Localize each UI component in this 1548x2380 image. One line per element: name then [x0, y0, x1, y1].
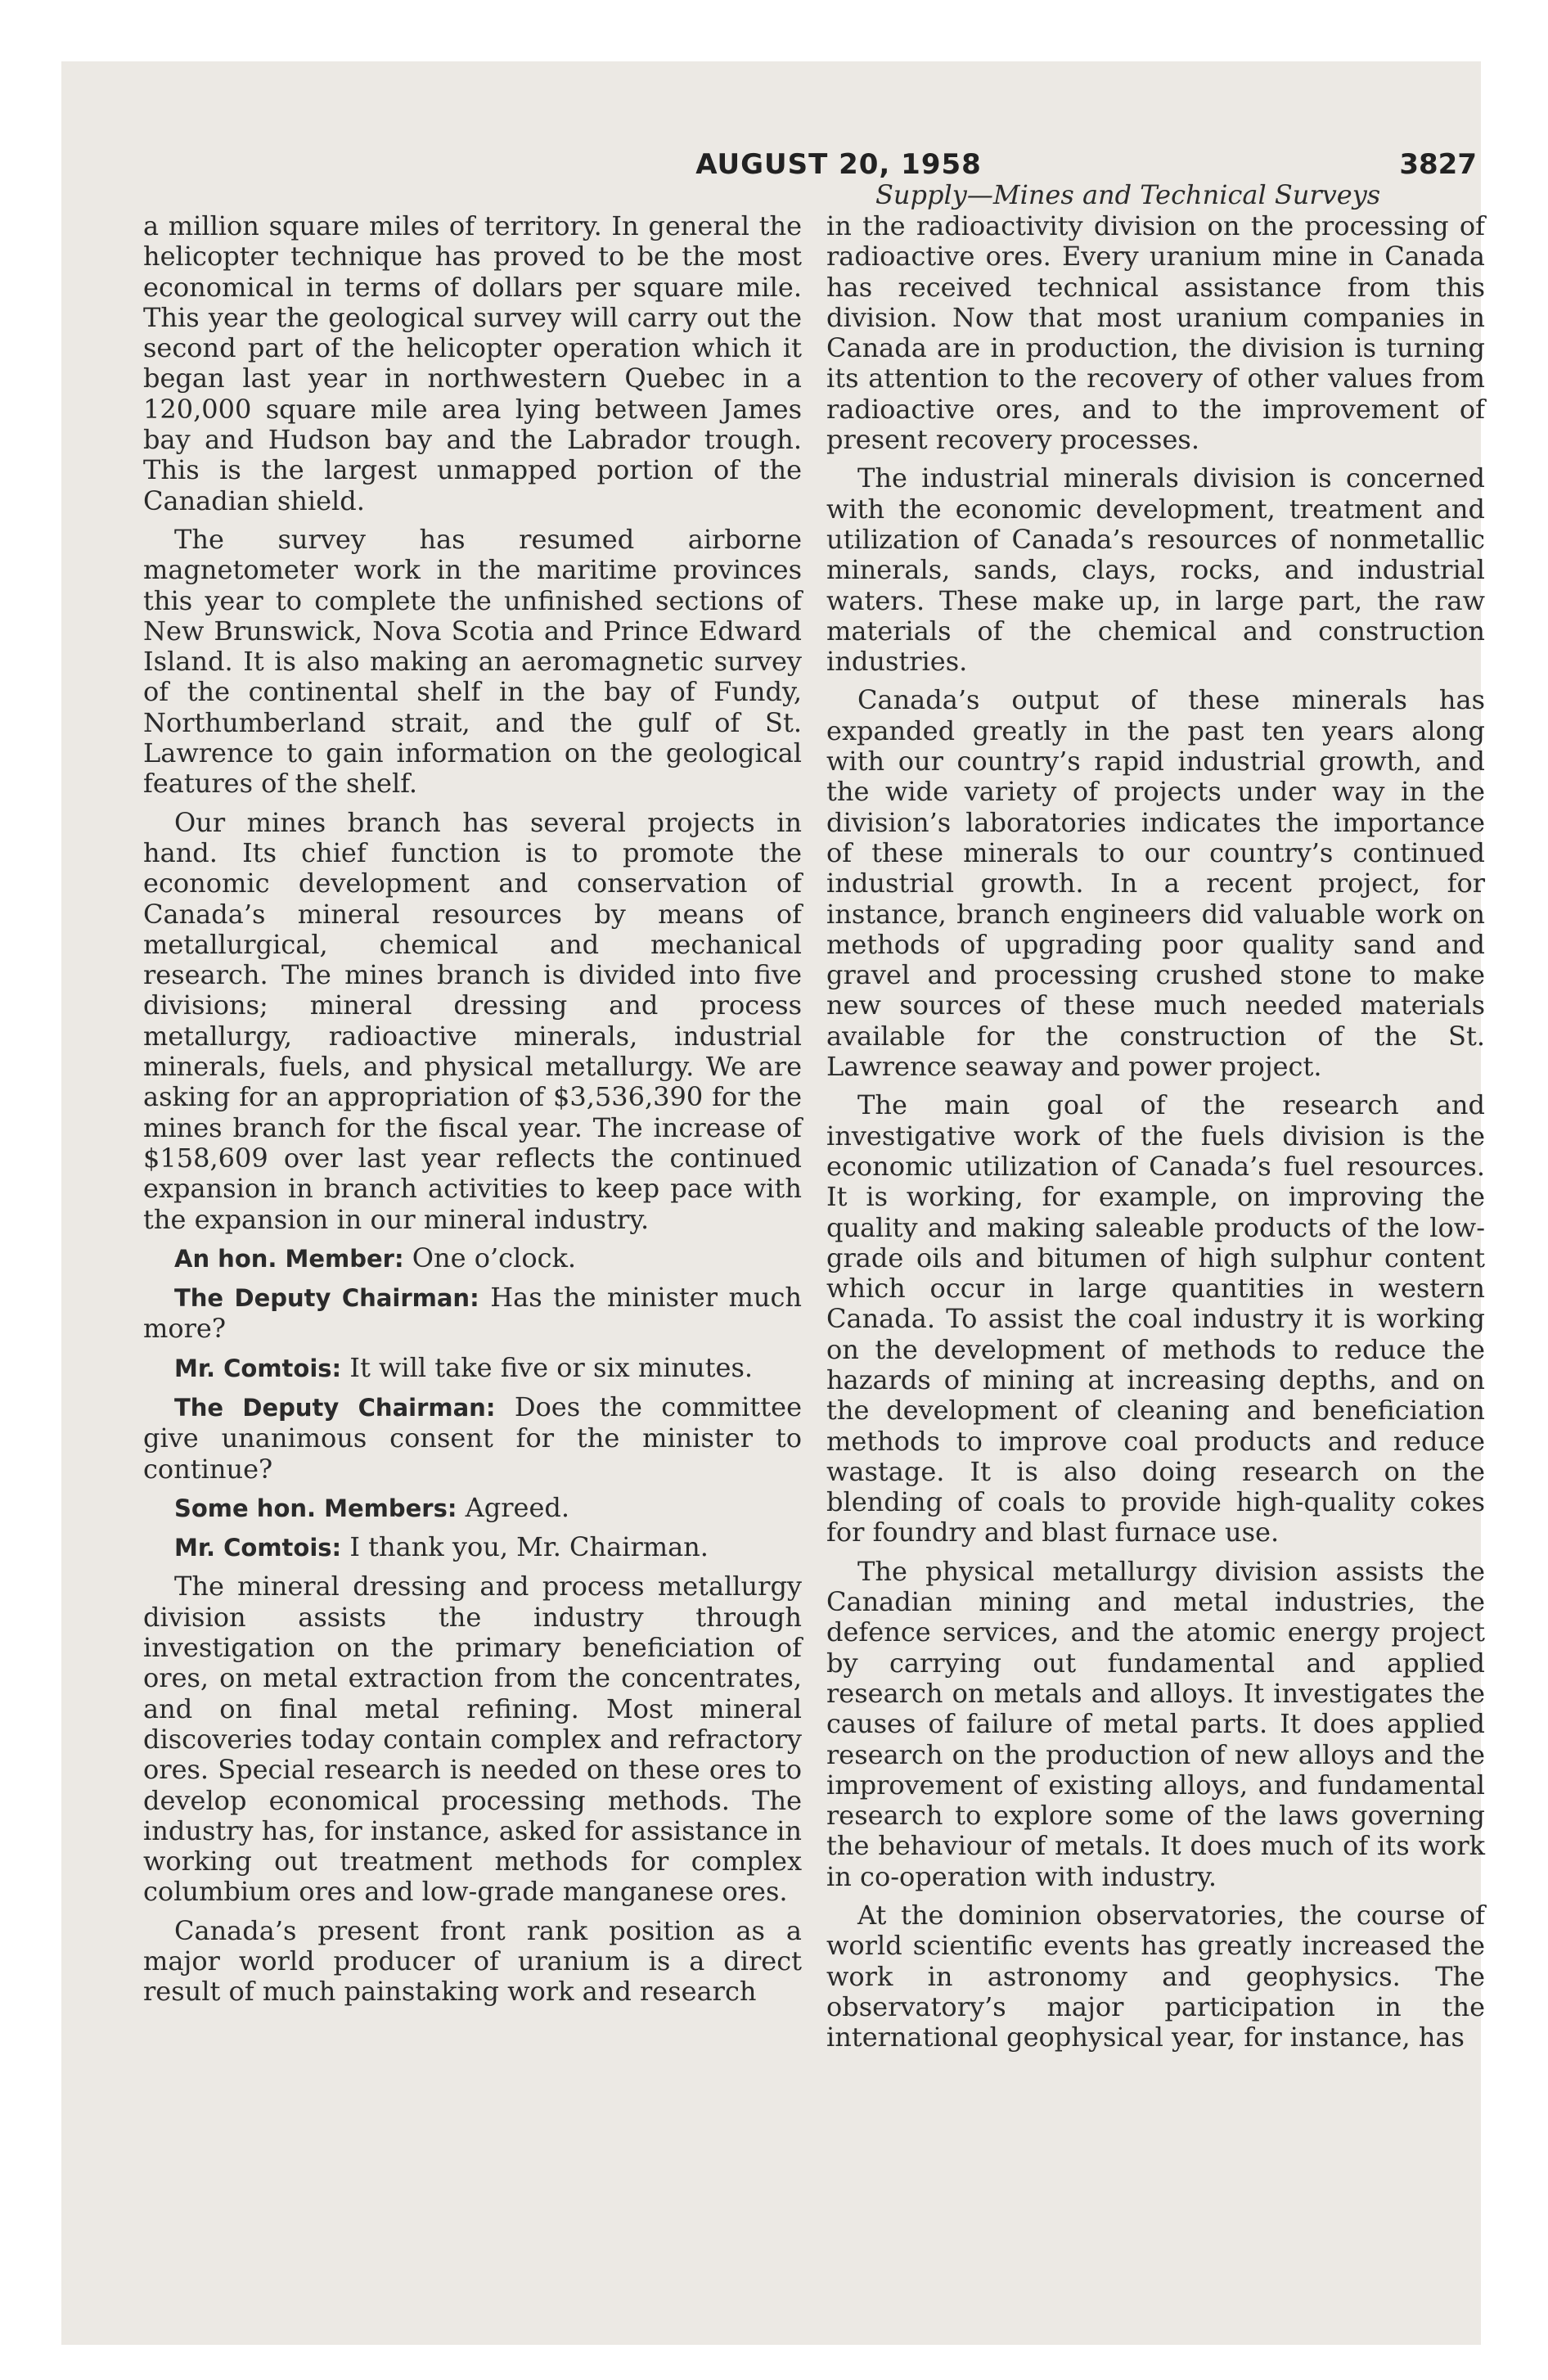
paragraph: [143, 1243, 802, 1274]
paragraph: [143, 1353, 802, 1384]
paragraph-text: Our mines branch has several projects in hand. Its chief function is to promote the economic development and conservation of Canada’s mineral resources by means of metallurgical, chemical and mechanical research. The mines branch is divided into five divisions; mineral dressing and process metallurgy, radioactive minerals, industrial minerals, fuels, and physical metallurgy. We are asking for an appropriation of $3,536,390 for the mines branch for the fiscal year. The increase of $158,609 over last year reflects the continued expansion in branch activities to keep pace with the expansion in our mineral industry.: [143, 806, 802, 1235]
paragraph: [143, 1916, 802, 2008]
paragraph: [826, 463, 1485, 677]
speaker-name: An hon. Member:: [174, 1244, 404, 1273]
right-column: [826, 211, 1485, 2062]
paragraph: [826, 685, 1485, 1082]
header-date: AUGUST 20, 1958: [695, 148, 982, 181]
paragraph-text: One o’clock.: [412, 1242, 577, 1273]
speaker-name: The Deputy Chairman:: [174, 1393, 496, 1422]
scanned-page: [61, 61, 1485, 2345]
paragraph: [826, 1557, 1485, 1892]
paragraph: [143, 1392, 802, 1485]
paragraph: [826, 211, 1485, 455]
paragraph-text: The industrial minerals division is concerned with the economic development, treatment and utilization of Canada’s resources of nonmetallic minerals, sands, clays, rocks, and industrial waters. These make up, in large part, the raw materials of the chemical and construction industries.: [826, 462, 1485, 678]
paragraph-text: The survey has resumed airborne magnetometer work in the maritime provinces this year to complete the unfinished sections of New Brunswick, Nova Scotia and Prince Edward Island. It is also making an aeromagnetic survey of the continental shelf in the bay of Fundy, Northumberland strait, and the gulf of St. Lawrence to gain information on the geological features of the shelf.: [143, 523, 802, 800]
paragraph: [143, 808, 802, 1235]
paragraph-text: a million square miles of territory. In general the helicopter technique has proved to be the most economical in terms of dollars per square mile. This year the geological survey will carry out the second part of the helicopter operation which it began last year in northwestern Quebec in a 120,000 square mile area lying between James bay and Hudson bay and the Labrador trough. This is the largest unmapped portion of the Canadian shield.: [143, 210, 802, 516]
paragraph: [143, 211, 802, 516]
paragraph-text: At the dominion observatories, the course of world scientific events has greatly increased the work in astronomy and geophysics. The observatory’s major participation in the international geophysical year, for instance, has: [826, 1900, 1485, 2053]
speaker-name: Mr. Comtois:: [174, 1534, 342, 1562]
paragraph: [143, 1282, 802, 1345]
paragraph-text: The mineral dressing and process metallurgy division assists the industry through investigation on the primary beneficiation of ores, on metal extraction from the concentrates, and on final metal refining. Most mineral discoveries today contain complex and refractory ores. Special research is needed on these ores to develop economical processing methods. The industry has, for instance, asked for assistance in working out treatment methods for complex columbium ores and low-grade manganese ores.: [143, 1571, 802, 1908]
paragraph-text: Does the committee give unanimous consent for the minister to continue?: [143, 1391, 803, 1485]
paragraph: [143, 1493, 802, 1524]
left-column: [143, 211, 802, 2016]
page-number: 3827: [1399, 148, 1477, 181]
speaker-name: The Deputy Chairman:: [174, 1284, 479, 1313]
speaker-name: Mr. Comtois:: [174, 1354, 342, 1382]
speaker-name: Some hon. Members:: [174, 1494, 457, 1522]
paragraph: [143, 525, 802, 800]
paragraph-text: It will take five or six minutes.: [349, 1351, 754, 1383]
running-subject: Supply—Mines and Technical Surveys: [875, 179, 1381, 210]
paragraph-text: in the radioactivity division on the processing of radioactive ores. Every uranium mine in Canada has received technical assistance from this division. Now that most uranium companies in Canada are in production, the division is turning its attention to the recovery of other values from radioactive ores, and to the improvement of present recovery processes.: [826, 210, 1485, 456]
paragraph-text: Agreed.: [465, 1491, 570, 1523]
paragraph-text: The physical metallurgy division assists the Canadian mining and metal industries, the defence services, and the atomic energy project by carrying out fundamental and applied research on metals and alloys. It investigates the causes of failure of metal parts. It does applied research on the production of new alloys and the improvement of existing alloys, and fundamental research to explore some of the laws governing the behaviour of metals. It does much of its work in co-operation with industry.: [826, 1555, 1485, 1892]
paragraph: [826, 1900, 1485, 2053]
paragraph: [143, 1532, 802, 1563]
paragraph-text: Canada’s present front rank position as a major world producer of uranium is a direct result of much painstaking work and research: [143, 1914, 802, 2008]
paragraph-text: I thank you, Mr. Chairman.: [349, 1531, 709, 1563]
paragraph-text: Has the minister much more?: [143, 1282, 802, 1345]
paragraph: [826, 1090, 1485, 1548]
paragraph: [143, 1571, 802, 1907]
paragraph-text: Canada’s output of these minerals has expanded greatly in the past ten years along with our country’s rapid industrial growth, and the wide variety of projects under way in the division’s laboratories indicates the importance of these minerals to our country’s continued industrial growth. In a recent project, for instance, branch engineers did valuable work on methods of upgrading poor quality sand and gravel and processing crushed stone to make new sources of these much needed materials available for the construction of the St. Lawrence seaway and power project.: [826, 684, 1485, 1083]
paragraph-text: The main goal of the research and investigative work of the fuels division is the economic utilization of Canada’s fuel resources. It is working, for example, on improving the quality and making saleable products of the low-grade oils and bitumen of high sulphur content which occur in large quantities in western Canada. To assist the coal industry it is working on the development of methods to reduce the hazards of mining at increasing depths, and on the development of cleaning and beneficiation methods to improve coal products and reduce wastage. It is also doing research on the blending of coals to provide high-quality cokes for foundry and blast furnace use.: [826, 1089, 1485, 1548]
